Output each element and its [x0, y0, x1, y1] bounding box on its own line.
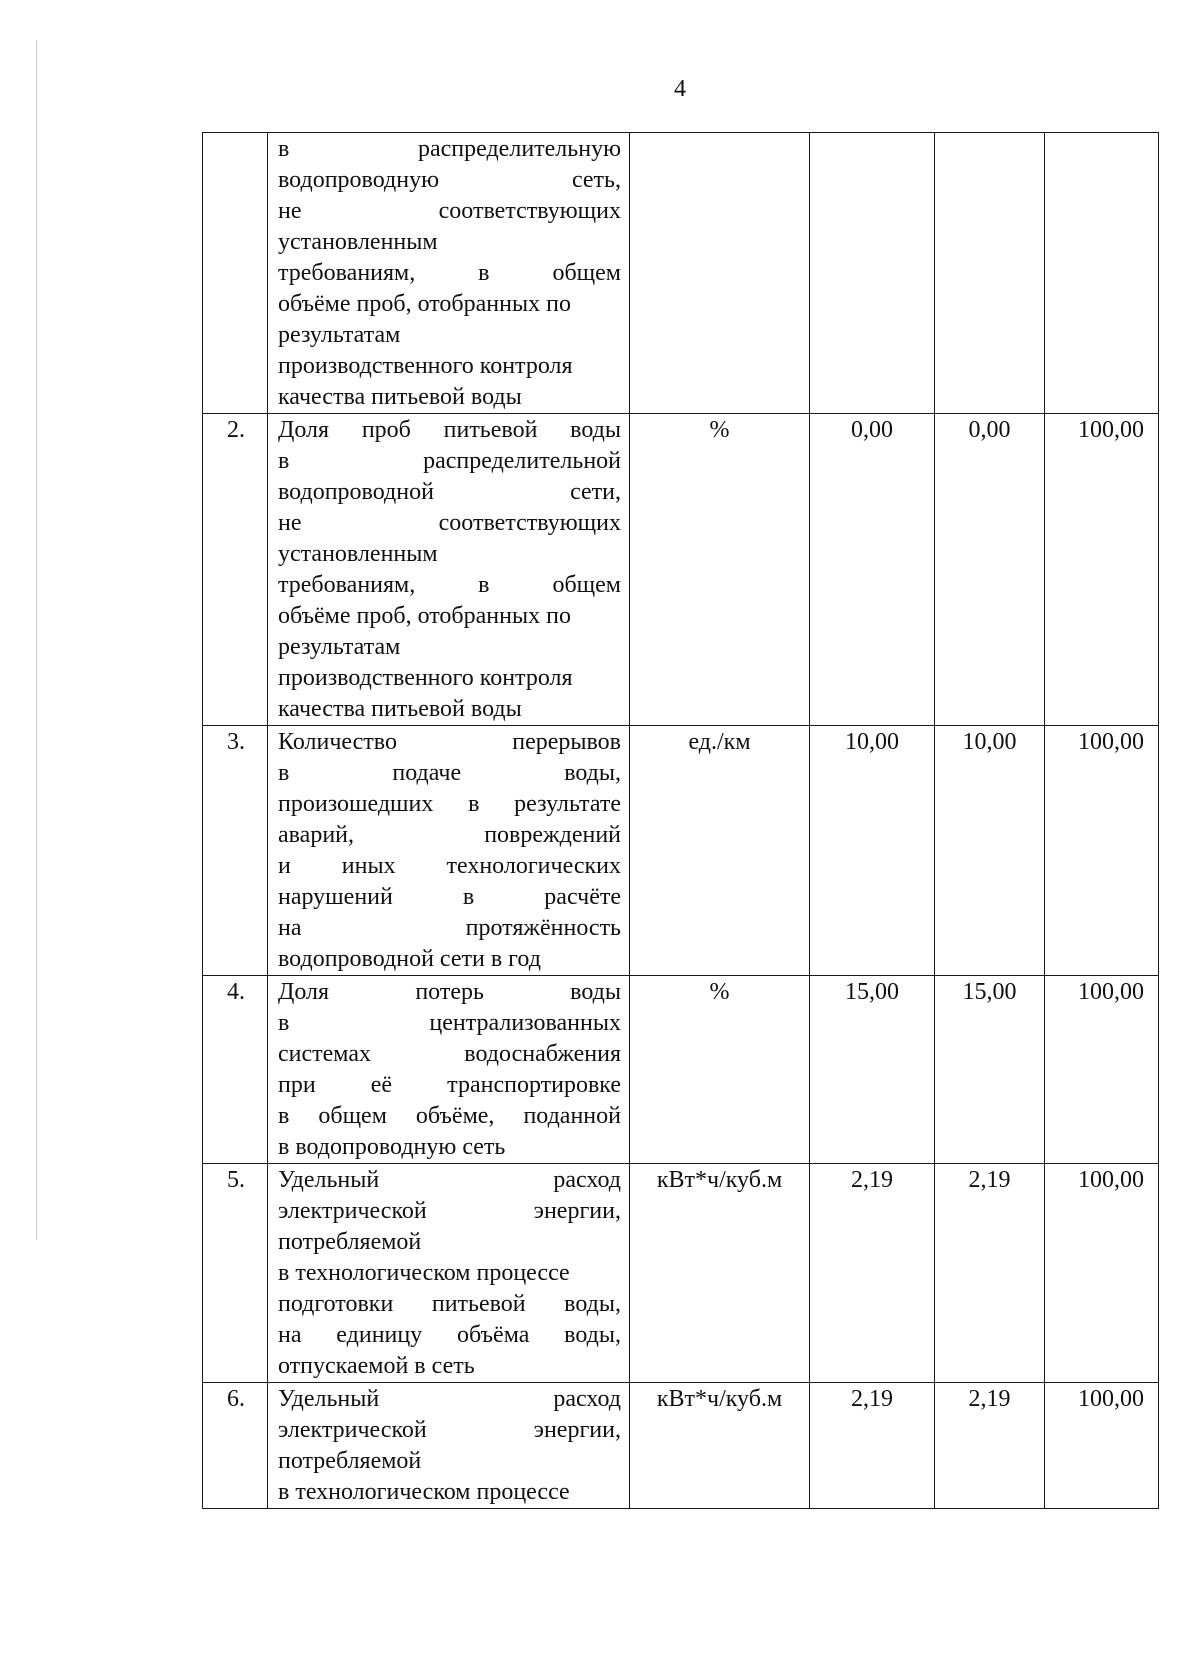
description-line: установленным — [278, 229, 438, 255]
indicator-description — [268, 1383, 630, 1509]
planned-value: 0,00 — [810, 414, 935, 726]
indicators-table — [202, 132, 1159, 1509]
execution-percent: 100,00 — [1045, 976, 1159, 1164]
description-line: электрической энергии, — [278, 1417, 621, 1443]
planned-value: 10,00 — [810, 726, 935, 976]
description-line: в технологическом процессе — [278, 1479, 570, 1505]
description-line: Удельный расход — [278, 1386, 621, 1412]
description-line: подготовки питьевой воды, — [278, 1291, 621, 1317]
description-line: Доля потерь воды — [278, 979, 621, 1005]
description-line: производственного контроля — [278, 353, 573, 379]
description-line: электрической энергии, — [278, 1198, 621, 1224]
unit-of-measure: % — [630, 414, 810, 726]
row-number: 6. — [203, 1383, 268, 1509]
description-line: результатам — [278, 634, 401, 660]
description-line: не соответствующих — [278, 198, 621, 224]
actual-value — [935, 133, 1045, 414]
unit-of-measure: кВт*ч/куб.м — [630, 1164, 810, 1383]
actual-value: 2,19 — [935, 1383, 1045, 1509]
execution-percent: 100,00 — [1045, 1164, 1159, 1383]
description-line: в распределительную — [278, 136, 621, 162]
description-line: аварий, повреждений — [278, 822, 621, 848]
table-row — [203, 133, 1159, 414]
planned-value — [810, 133, 935, 414]
indicator-description — [268, 1164, 630, 1383]
indicator-description — [268, 976, 630, 1164]
description-line: потребляемой — [278, 1448, 422, 1474]
table-row — [203, 1164, 1159, 1383]
table-row — [203, 976, 1159, 1164]
description-line: требованиям, в общем — [278, 572, 621, 598]
description-line: в водопроводную сеть — [278, 1134, 506, 1160]
description-line: установленным — [278, 541, 438, 567]
actual-value: 15,00 — [935, 976, 1045, 1164]
row-number — [203, 133, 268, 414]
row-number: 3. — [203, 726, 268, 976]
description-line: системах водоснабжения — [278, 1041, 621, 1067]
description-line: Доля проб питьевой воды — [278, 417, 621, 443]
description-line: объёме проб, отобранных по — [278, 603, 571, 629]
execution-percent — [1045, 133, 1159, 414]
row-number: 4. — [203, 976, 268, 1164]
indicator-description — [268, 414, 630, 726]
description-line: водопроводную сеть, — [278, 167, 621, 193]
unit-of-measure: кВт*ч/куб.м — [630, 1383, 810, 1509]
description-line: в подаче воды, — [278, 760, 621, 786]
description-line: результатам — [278, 322, 401, 348]
row-number: 5. — [203, 1164, 268, 1383]
scan-margin-line — [36, 40, 37, 1240]
row-number: 2. — [203, 414, 268, 726]
table-row — [203, 1383, 1159, 1509]
planned-value: 2,19 — [810, 1164, 935, 1383]
description-line: качества питьевой воды — [278, 384, 522, 410]
description-line: на единицу объёма воды, — [278, 1322, 621, 1348]
unit-of-measure: % — [630, 976, 810, 1164]
description-line: производственного контроля — [278, 665, 573, 691]
actual-value: 0,00 — [935, 414, 1045, 726]
description-line: нарушений в расчёте — [278, 884, 621, 910]
actual-value: 2,19 — [935, 1164, 1045, 1383]
table-row — [203, 726, 1159, 976]
description-line: Количество перерывов — [278, 729, 621, 755]
unit-of-measure: ед./км — [630, 726, 810, 976]
planned-value: 15,00 — [810, 976, 935, 1164]
description-line: и иных технологических — [278, 853, 621, 879]
description-line: водопроводной сети, — [278, 479, 621, 505]
unit-of-measure — [630, 133, 810, 414]
description-line: потребляемой — [278, 1229, 422, 1255]
execution-percent: 100,00 — [1045, 1383, 1159, 1509]
actual-value: 10,00 — [935, 726, 1045, 976]
description-line: Удельный расход — [278, 1167, 621, 1193]
planned-value: 2,19 — [810, 1383, 935, 1509]
description-line: не соответствующих — [278, 510, 621, 536]
indicator-description — [268, 726, 630, 976]
execution-percent: 100,00 — [1045, 414, 1159, 726]
description-line: в технологическом процессе — [278, 1260, 570, 1286]
description-line: на протяжённость — [278, 915, 621, 941]
description-line: в распределительной — [278, 448, 621, 474]
execution-percent: 100,00 — [1045, 726, 1159, 976]
description-line: требованиям, в общем — [278, 260, 621, 286]
description-line: при её транспортировке — [278, 1072, 621, 1098]
description-line: в общем объёме, поданной — [278, 1103, 621, 1129]
description-line: качества питьевой воды — [278, 696, 522, 722]
indicators-table-body — [203, 133, 1159, 1509]
page-number: 4 — [674, 76, 686, 102]
description-line: произошедших в результате — [278, 791, 621, 817]
description-line: объёме проб, отобранных по — [278, 291, 571, 317]
indicator-description — [268, 133, 630, 414]
description-line: в централизованных — [278, 1010, 621, 1036]
description-line: водопроводной сети в год — [278, 946, 541, 972]
table-row — [203, 414, 1159, 726]
description-line: отпускаемой в сеть — [278, 1353, 475, 1379]
